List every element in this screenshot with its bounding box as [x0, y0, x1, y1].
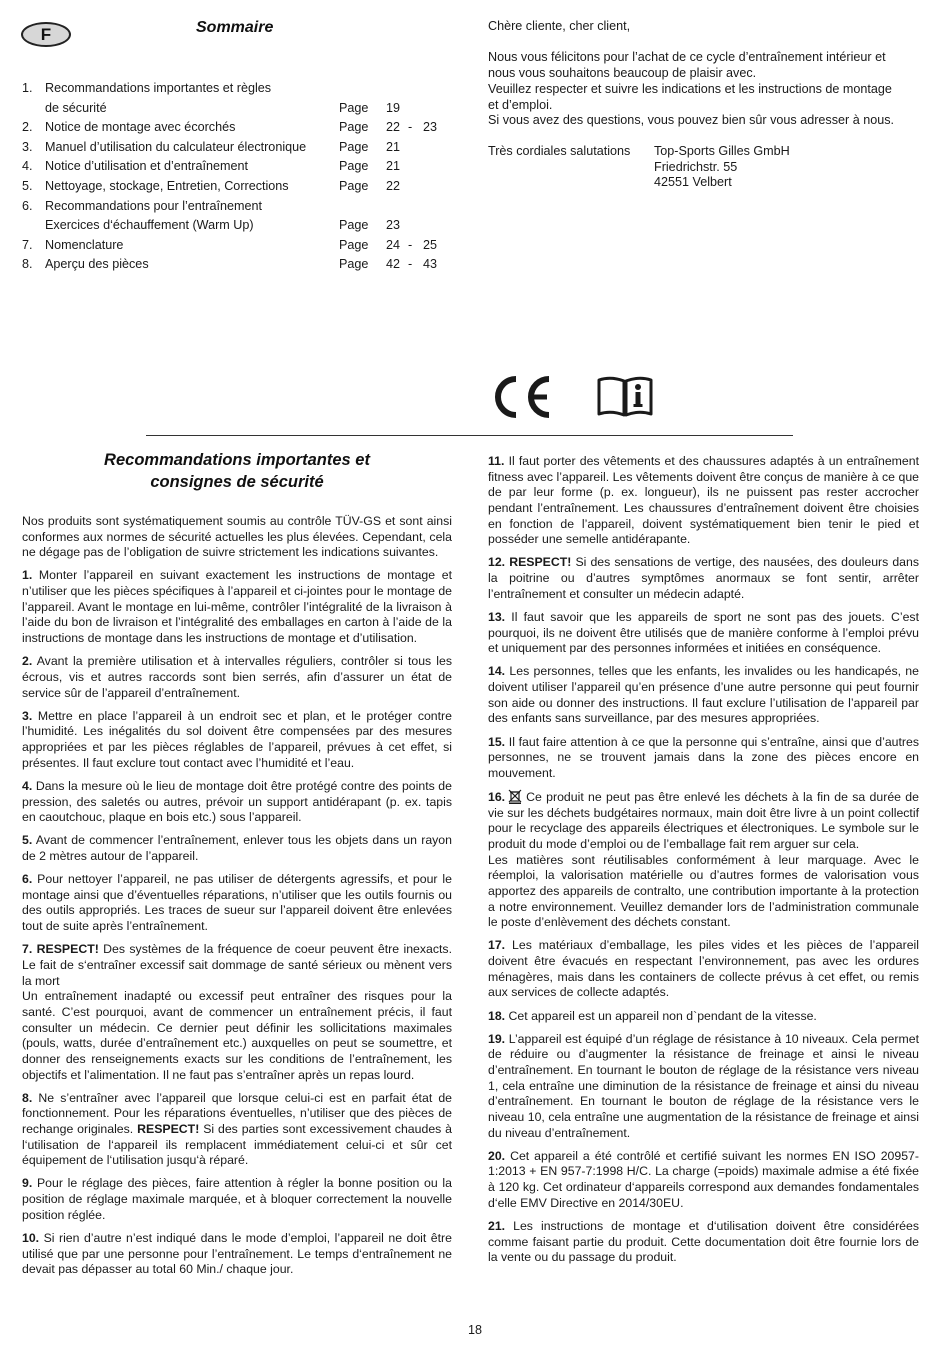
toc-page-number-end: 23	[423, 120, 438, 135]
safety-item	[22, 872, 452, 935]
toc-page-number: 21	[386, 159, 401, 174]
toc-number: 3.	[22, 139, 33, 154]
safety-item	[22, 833, 452, 864]
item-number: 5.	[22, 833, 33, 848]
toc-page-number-end: 25	[423, 237, 438, 252]
toc-title: Sommaire	[196, 19, 274, 36]
toc-entry-text: Aperçu des pièces	[45, 257, 149, 272]
toc-entry-text: Nomenclature	[45, 237, 124, 252]
item-number: 12.	[488, 555, 506, 570]
item-number: 11.	[488, 454, 505, 468]
item-text: Pour le réglage des pièces, faire attention à régler la bonne position ou la position de réglage maximale marquée, et à bloquer correctement la nouvelle position réglée.	[22, 1176, 452, 1222]
toc-row	[22, 118, 442, 138]
safety-item	[22, 779, 452, 826]
item-number: 21.	[488, 1218, 506, 1233]
toc-entry-text: Manuel d’utilisation du calculateur électronique	[45, 139, 307, 154]
toc-page-label: Page	[339, 120, 369, 135]
toc-entry-text: Nettoyage, stockage, Entretien, Corrections	[45, 178, 289, 193]
toc-number: 2.	[22, 120, 33, 135]
safety-item	[22, 568, 452, 646]
item-number: 14.	[488, 664, 506, 679]
greeting-line: Si vous avez des questions, vous pouvez bien sûr vous adresser à nous.	[488, 113, 895, 128]
greeting-line: nous vous souhaitons beaucoup de plaisir avec.	[488, 66, 757, 81]
item-text: Ne s’entraîner avec l’appareil que lorsque celui-ci est en parfait état de fonctionnement. Pour les réparations éventuelles, n’utiliser que des pièces de rechange originales.	[22, 1090, 453, 1136]
toc-row	[22, 157, 442, 177]
toc-number: 7.	[22, 237, 33, 252]
toc-page-number: 22	[386, 178, 401, 193]
item-text-continued: Les matières sont réutilisables conformément à leur marquage. Avec le réemploi, la valorisation matérielle ou d’autres formes de valorisation vous apportez des appareils de contralto, une contribution importante à la protection a notre environnement. Veuillez demander lors de l’administration communale le poste d’enlèvement des déchets constant.	[488, 852, 919, 930]
item-text: Si des sensations de vertige, des nausées, des douleurs dans la poitrine ou d’autres symptômes anormaux se font sentir, arrêter l’entraînement et consulter un médecin adapté.	[488, 555, 920, 601]
language-badge	[21, 22, 71, 47]
safety-item	[488, 789, 919, 931]
item-text: Les matériaux d’emballage, les piles vides et les pièces de l’appareil doivent être évacués en respectant l’environnement, pas avec les ordures ménagères, mais dans les containers de collecte prévus à cet effet, ou remis aux services de collecte adaptés.	[488, 938, 920, 1000]
safety-item	[488, 938, 919, 1001]
item-number: 20.	[488, 1148, 506, 1163]
toc-number: 1.	[22, 81, 33, 95]
toc-entry-text: Recommandations importantes et règles	[45, 81, 272, 95]
toc-range-dash: -	[408, 257, 413, 272]
item-text: Monter l’appareil en suivant exactement les instructions de montage et n’utiliser que les pièces spécifiques à l’appareil et ci-jointes pour le montage de l’appareil. Avant le montage en lui-même, contrôler l’intégralité de la livraison à l’aide du bon de livraison et l’intégralité des emballages en carton à l’aide de la instructions de montage dans les instructions de montage et d’utilisation.	[22, 568, 452, 646]
toc-page-label: Page	[339, 237, 369, 252]
item-text: Cet appareil a été contrôlé et certifié suivant les normes EN ISO 20957-1:2013 + EN 957-7:1998 H/C. La charge (=poids) maximale admise a été fixée à 120 kg. Cet ordinateur d‘appareils correspond aux demandes fondamentales d‘elle EMV Directive en 2014/30EU.	[488, 1148, 919, 1210]
item-text: Ce produit ne peut pas être enlevé les déchets à la fin de sa durée de vie sur les déchets budgétaires normaux, main doit être livre à un point collectif pour le recyclage des appareils électriques et électroniques. Le symbole sur le produit du mode d’emploi ou de l’emballage fait rem arguer sur cela.	[488, 789, 919, 851]
toc-range-dash: -	[408, 237, 413, 252]
item-number: 2.	[22, 654, 33, 669]
item-text: Pour nettoyer l’appareil, ne pas utiliser de détergents agressifs, et pour le montage ainsi que d’éventuelles réparations, n’utiliser que les outils fournis ou des outils appropriés. Les traces de sueur sur l’appareil doivent être enlevées tout de suite après l’entraînement.	[22, 872, 452, 934]
toc-page-label: Page	[339, 100, 369, 115]
safety-title-line: Recommandations importantes et	[104, 451, 370, 469]
safety-item	[488, 454, 919, 548]
toc-page-number: 23	[386, 218, 401, 233]
respect-warning: RESPECT!	[36, 942, 99, 957]
item-text-continued: Si des parties sont excessivement chaudes à l‘utilisation de l‘appareil ils remplacent immédiatement celui-ci et sûr cet équipement de l‘utilisation jusqu‘à réparé.	[22, 1121, 453, 1168]
toc-entry-text: Notice de montage avec écorchés	[45, 120, 236, 135]
safety-item	[488, 1149, 919, 1212]
table-of-contents	[22, 79, 442, 275]
item-text: Des systèmes de la fréquence de coeur peuvent être inexacts. Le fait de s‘entraîner excessif sait dommage de santé sérieux ou mènent vers la mort	[22, 942, 453, 988]
signature-block	[488, 144, 928, 192]
safety-item	[22, 942, 452, 1083]
item-number: 4.	[22, 778, 33, 793]
toc-entry-text: Recommandations pour l’entraînement	[45, 198, 263, 213]
safety-item	[488, 610, 919, 657]
toc-page-number-end: 43	[423, 257, 438, 272]
toc-entry-text: Notice d’utilisation et d’entraînement	[45, 159, 249, 174]
item-text: Mettre en place l’appareil à un endroit sec et plan, et le protéger contre l’humidité. Les inégalités du sol doivent être compensées par des mesures appropriées et par les pièces réglables de l’appareil, prévues à cet effet, si présentes. Il faut exclure tout contact avec l’humidité et l’eau.	[22, 708, 452, 770]
safety-section-title	[22, 449, 452, 493]
item-number: 16.	[488, 789, 506, 804]
company-city: 42551 Velbert	[654, 175, 732, 190]
toc-row	[22, 236, 442, 256]
respect-warning: RESPECT!	[137, 1121, 200, 1136]
safety-item	[488, 664, 919, 727]
item-number: 3.	[22, 708, 33, 723]
toc-row	[22, 216, 442, 236]
toc-page-label: Page	[339, 139, 369, 154]
item-number: 17.	[488, 938, 506, 953]
item-number: 10.	[22, 1230, 40, 1245]
item-number: 18.	[488, 1008, 506, 1023]
safety-item	[488, 735, 919, 782]
toc-row	[22, 99, 442, 119]
toc-row	[22, 138, 442, 158]
safety-item	[22, 1091, 452, 1169]
item-text: Il faut faire attention à ce que la personne qui s’entraîne, ainsi que d’autres personnes, ne se trouvent jamais dans la zone des pièces encore en mouvement.	[488, 734, 919, 780]
item-text: Avant la première utilisation et à intervalles réguliers, contrôler si tous les écrous, vis et autres raccords sont bien serrés, afin d’assurer un état de service sûr de l’appareil d’entraînement.	[22, 654, 452, 700]
toc-row	[22, 197, 442, 217]
company-name: Top-Sports Gilles GmbH	[654, 143, 790, 158]
item-number: 7.	[22, 942, 33, 957]
company-street: Friedrichstr. 55	[654, 159, 738, 174]
item-number: 19.	[488, 1031, 506, 1046]
company-address	[654, 144, 790, 191]
greeting-salutation: Chère cliente, cher client,	[488, 19, 631, 33]
item-number: 6.	[22, 872, 33, 887]
toc-range-dash: -	[408, 120, 413, 135]
toc-number: 8.	[22, 257, 33, 272]
item-text: L’appareil est équipé d’un réglage de résistance à 10 niveaux. Cela permet de réduire ou d’augmenter la résistance de freinage et ainsi le niveau d’entraînement. En tournant le bouton de réglage de la résistance vers niveau 1, cela entraîne une diminution de la résistance de freinage et ainsi du niveau d’entraînement. En tournant le bouton de réglage de la résistance vers le niveau 10, cela entraîne une augmentation de la résistance de freinage et ainsi du niveau d’entraînement.	[488, 1031, 919, 1140]
section-divider	[146, 435, 793, 436]
item-text: Avant de commencer l’entraînement, enlever tous les objets dans un rayon de 2 mètres autour de l’appareil.	[22, 833, 452, 863]
toc-page-number: 21	[386, 139, 401, 154]
language-badge-label: F	[40, 24, 52, 44]
safety-item	[22, 709, 452, 772]
item-number: 9.	[22, 1176, 33, 1191]
toc-row	[22, 255, 442, 275]
toc-entry-text: Exercices d‘échauffement (Warm Up)	[45, 218, 254, 233]
safety-item	[22, 1231, 452, 1278]
safety-item	[22, 1176, 452, 1223]
page-number: 18	[467, 1323, 482, 1337]
safety-intro: Nos produits sont systématiquement soumis au contrôle TÜV-GS et sont ainsi conformes aux normes de sécurité actuelles les plus élevées. Cependant, cela ne dégage pas de l’obligation de suivre strictement les indications suivantes.	[22, 514, 452, 560]
toc-entry-text: de sécurité	[45, 100, 107, 115]
item-text: Il faut savoir que les appareils de sport ne sont pas des jouets. C’est pourquoi, ils ne doivent être utilisés que de manière conforme à l’emploi prévu et uniquement par des personnes informées et initiées en conséquence.	[488, 609, 919, 656]
item-text: Dans la mesure où le lieu de montage doit être protégé contre des points de pression, des saletés ou autres, prévoir un support antidérapant (p. ex. tapis en caoutchouc, plaque en bois etc.) sous l’appareil.	[22, 778, 452, 825]
toc-page-label: Page	[339, 159, 369, 174]
crossed-out-bin-icon	[508, 789, 522, 804]
greeting-line: Nous vous félicitons pour l’achat de ce cycle d’entraînement intérieur et	[488, 50, 886, 65]
ce-mark-icon	[489, 373, 553, 426]
item-number: 15.	[488, 734, 506, 749]
toc-page-label: Page	[339, 178, 369, 193]
greeting-letter	[488, 19, 928, 192]
toc-page-number: 42	[386, 257, 401, 272]
greeting-line: Veuillez respecter et suivre les indications et les instructions de montage	[488, 81, 892, 96]
toc-page-number: 19	[386, 100, 401, 115]
toc-page-label: Page	[339, 257, 369, 272]
item-number: 13.	[488, 609, 506, 624]
safety-column-left	[22, 514, 452, 1285]
toc-row	[22, 177, 442, 197]
item-text: Cet appareil est un appareil non d`pendant de la vitesse.	[508, 1008, 817, 1023]
read-manual-icon	[596, 374, 654, 423]
item-text: Les instructions de montage et d‘utilisation doivent être considérées comme faisant partie du produit. Cette documentation doit être fournie lors de la vente ou du passage du produit.	[488, 1218, 919, 1265]
safety-item	[488, 1219, 919, 1266]
toc-number: 4.	[22, 159, 33, 174]
item-text: Il faut porter des vêtements et des chaussures adaptés à un entraînement fitness avec l’appareil. Les vêtements doivent être conçus de manière à ce que de par leur forme (p. ex. longueur), ils ne puissent pas rester accrocher pendant l’entraînement. Les chaussures d’entraînement doivent être choisies en fonction de l’appareil, doivent systématiquement bien tenir le pied et posséder une semelle antidérapante.	[488, 454, 920, 547]
toc-page-number: 22	[386, 120, 401, 135]
item-number: 1.	[22, 568, 33, 583]
toc-number: 6.	[22, 198, 33, 213]
toc-number: 5.	[22, 178, 33, 193]
item-number: 8.	[22, 1090, 33, 1105]
toc-page-label: Page	[339, 218, 369, 233]
safety-item	[22, 654, 452, 701]
item-text: Les personnes, telles que les enfants, les invalides ou les handicapés, ne doivent utiliser l’appareil qu’en présence d’une autre personne qui peut fournir son aide ou donner des instructions. Il faut exclure l’utilisation de l’appareil par des enfants sans surveillance, par des mesures appropriées.	[488, 664, 919, 726]
respect-warning: RESPECT!	[509, 555, 572, 570]
safety-title-line: consignes de sécurité	[150, 473, 324, 491]
toc-row	[22, 79, 442, 99]
item-text: Si rien d’autre n’est indiqué dans le mode d’emploi, l’appareil ne doit être utilisé que par une personne pour l’entraînement. Le temps d‘entraînement ne devait pas dépasser au total 60 Min./ chaque jour.	[22, 1230, 452, 1277]
toc-page-number: 24	[386, 237, 401, 252]
safety-item	[488, 1032, 919, 1142]
item-text-continued: Un entraînement inadapté ou excessif peut entraîner des risques pour la santé. C’est pourquoi, avant de commencer un entraînement précis, il faut consulter un médecin. Ce dernier peut définir les sollicitations maximales (pouls, watts, durée d’entraînement etc.) auxquelles on peut se soumettre, et donner des renseignements exacts sur les conditions de l’entraînement, les objectifs et l’alimentation. Il ne faut pas s’entraîner après un repas lourd.	[22, 989, 452, 1082]
closing-text: Très cordiales salutations	[488, 143, 631, 158]
safety-column-right	[488, 454, 919, 1273]
greeting-line: et d’emploi.	[488, 97, 553, 112]
safety-item	[488, 555, 919, 602]
safety-item	[488, 1009, 919, 1025]
